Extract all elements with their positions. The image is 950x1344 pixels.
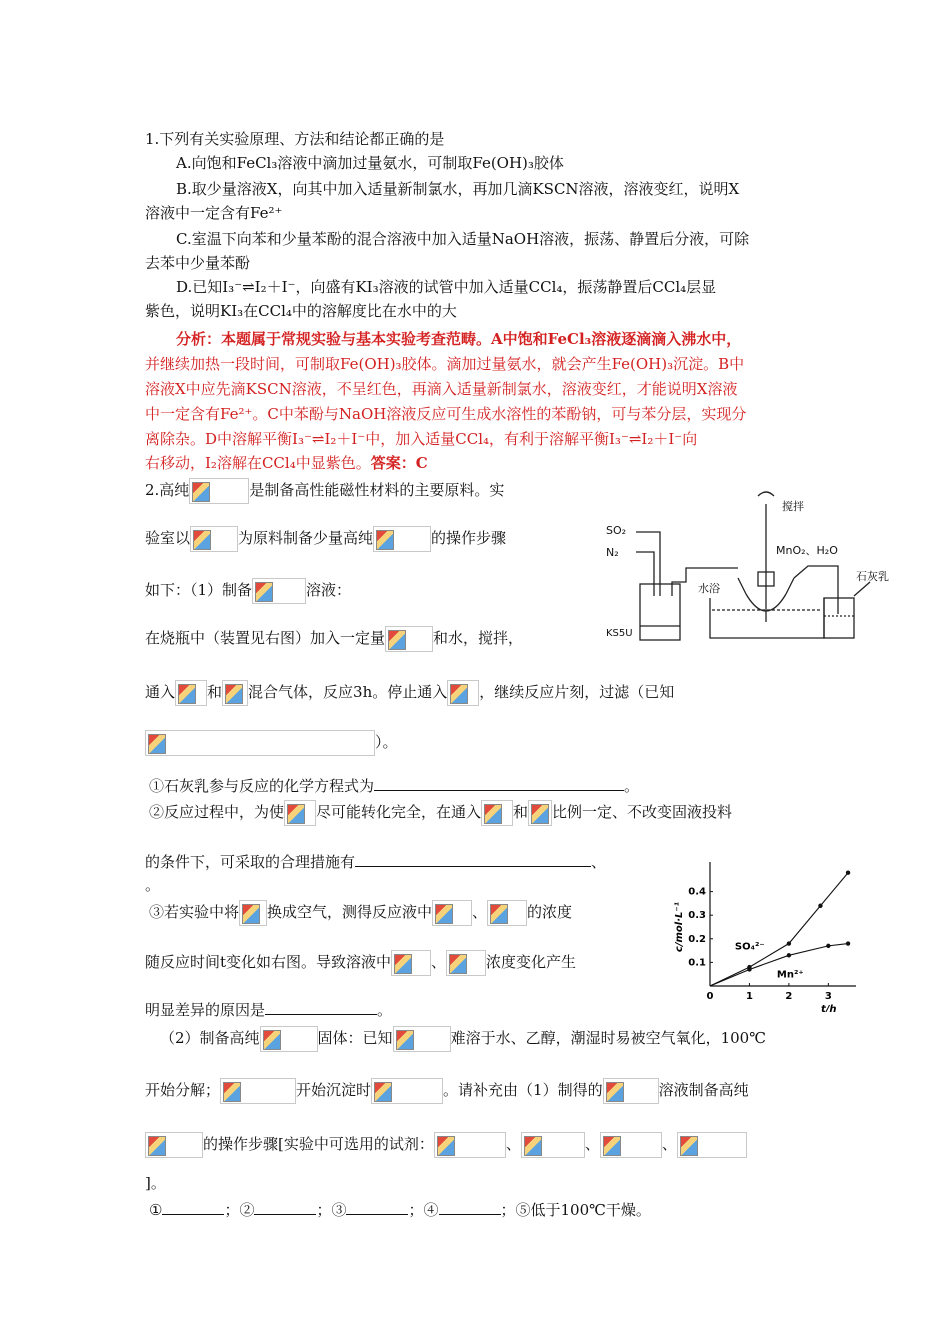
q2-s3h: 明显差异的原因是: [145, 1001, 266, 1019]
q2-s2e: 的条件下，可采取的合理措施有: [145, 853, 356, 871]
formula-image: [434, 1132, 506, 1158]
concentration-chart: [664, 852, 864, 1012]
q2-l2b: 为原料制备少量高纯: [238, 529, 374, 547]
formula-image: [260, 1026, 318, 1052]
formula-image: [528, 800, 552, 826]
q2-sub3-line2: [145, 950, 576, 976]
q1-answer: 答案：C: [370, 454, 428, 472]
q2-p2k: 、: [661, 1135, 677, 1153]
q2-line4: [145, 626, 523, 652]
q2-l5a: 通入: [145, 683, 176, 701]
q2-part2-line3: [145, 1132, 747, 1158]
q2-step4: ；④: [408, 1201, 439, 1219]
formula-image: [393, 1026, 451, 1052]
formula-image: [371, 1078, 443, 1104]
q2-p2d: 开始分解；: [145, 1081, 221, 1099]
q2-l5b: 和: [207, 683, 223, 701]
q2-part2-line4: ]。: [145, 1174, 166, 1192]
q1-analysis-line6: [145, 452, 428, 474]
q2-s1a: ①石灰乳参与反应的化学方程式为: [149, 777, 375, 795]
q2-s3b: 换成空气，测得反应液中: [267, 903, 433, 921]
q2-s2d: 比例一定、不改变固液投料: [552, 803, 733, 821]
q2-p2c: 难溶于水、乙醇，潮湿时易被空气氧化，100℃: [450, 1029, 766, 1047]
q1-option-c-line2: 去苯中少量苯酚: [145, 254, 251, 272]
x-tick-label: 2: [785, 991, 793, 1002]
formula-image: [373, 526, 431, 552]
q2-s3a: ③若实验中将: [149, 903, 240, 921]
q2-step1: ①: [149, 1201, 163, 1219]
formula-image: [600, 1132, 662, 1158]
q2-l4b: 和水，搅拌，: [433, 629, 524, 647]
q1-option-d-line1: D.已知I₃⁻⇌I₂＋I⁻，向盛有KI₃溶液的试管中加入适量CCl₄，振荡静置后CCl₄层显: [176, 278, 717, 296]
q1-option-c-line1: C.室温下向苯和少量苯酚的混合溶液中加入适量NaOH溶液，振荡、静置后分液，可除: [176, 230, 750, 248]
y-tick-label: 0.1: [688, 957, 706, 969]
q2-p2a: （2）制备高纯: [160, 1029, 260, 1047]
formula-image: [603, 1078, 659, 1104]
x-tick-label: 3: [824, 991, 832, 1002]
x-axis-label: t/h: [821, 1004, 837, 1012]
q1-option-b-line2: 溶液中一定含有Fe²⁺: [145, 204, 283, 222]
mno2-label: MnO₂、H₂O: [776, 544, 838, 557]
bath-label: 水浴: [698, 582, 720, 595]
n2-label: N₂: [606, 546, 619, 559]
q2-step5: ；⑤低于100℃干燥。: [500, 1201, 651, 1219]
q2-p2i: 、: [505, 1135, 521, 1153]
q2-step2: ；②: [224, 1201, 255, 1219]
series-label: Mn²⁺: [776, 969, 804, 981]
formula-image: [447, 680, 479, 706]
q1-option-a: A.向饱和FeCl₃溶液中滴加过量氨水，可制取Fe(OH)₃胶体: [176, 154, 564, 172]
q2-sub2-line2: [145, 850, 606, 873]
q2-s2b: 尽可能转化完全，在通入: [316, 803, 482, 821]
data-point: [818, 904, 822, 908]
q2-l1a: 2.高纯: [145, 481, 190, 499]
formula-image: [521, 1132, 585, 1158]
q1-analysis-line3: 溶液X中应先滴KSCN溶液，不呈红色，再滴入适量新制氯水，溶液变红，才能说明X溶液: [145, 380, 738, 398]
q2-l5c: 混合气体，反应3h。停止通入: [248, 683, 448, 701]
q2-line1: [145, 478, 504, 504]
data-point: [787, 941, 791, 945]
q2-p2j: 、: [584, 1135, 600, 1153]
y-tick-label: 0.2: [688, 933, 706, 945]
q2-l2c: 的操作步骤: [431, 529, 507, 547]
q2-l3a: 如下：（1）制备: [145, 581, 253, 599]
apparatus-diagram: [598, 486, 908, 646]
q2-l1b: 是制备高性能磁性材料的主要原料。实: [249, 481, 505, 499]
q2-p2g: 溶液制备高纯: [658, 1081, 749, 1099]
data-point: [846, 941, 850, 945]
formula-image: [252, 578, 306, 604]
q2-line2: [145, 526, 506, 552]
q1-analysis-line1: 分析：本题属于常规实验与基本实验考查范畴。A中饱和FeCl₃溶液逐滴滴入沸水中，: [176, 330, 742, 348]
q2-s2a: ②反应过程中，为使: [149, 803, 285, 821]
q2-l4a: 在烧瓶中（装置见右图）加入一定量: [145, 629, 386, 647]
q2-p2e: 开始沉淀时: [296, 1081, 372, 1099]
lime-label: 石灰乳: [856, 570, 889, 583]
q1-analysis-tail: 右移动，I₂溶解在CCl₄中显紫色。: [145, 454, 371, 472]
formula-image: [145, 1132, 203, 1158]
q2-s3c: 、: [472, 903, 488, 921]
q2-sub2-line3: 。: [145, 876, 161, 894]
q2-line6: [145, 730, 398, 756]
q2-s3i: 。: [377, 1001, 393, 1019]
q2-s3e: 随反应时间t变化如右图。导致溶液中: [145, 953, 392, 971]
q2-p2f: 。请补充由（1）制得的: [443, 1081, 603, 1099]
answer-blank[interactable]: [374, 774, 624, 791]
q1-analysis-line5: 离除杂。D中溶解平衡I₃⁻⇌I₂＋I⁻中，加入适量CCl₄，有利于溶解平衡I₃⁻⇌I₂＋I⁻向: [145, 430, 698, 448]
answer-blank[interactable]: [162, 1198, 224, 1215]
formula-image: [190, 526, 238, 552]
series-label: SO₄²⁻: [734, 941, 765, 953]
data-point: [826, 944, 830, 948]
q2-part2-line2: [145, 1078, 749, 1104]
formula-image: [432, 900, 472, 926]
y-tick-label: 0.4: [688, 886, 706, 898]
q2-p2h: 的操作步骤[实验中可选用的试剂：: [203, 1135, 434, 1153]
answer-blank[interactable]: [265, 998, 377, 1015]
data-point: [747, 967, 751, 971]
y-axis-label: c/mol·L⁻¹: [674, 901, 685, 953]
answer-blank[interactable]: [439, 1198, 501, 1215]
formula-image: [222, 680, 248, 706]
q2-line5: [145, 680, 674, 706]
q1-option-b-line1: B.取少量溶液X，向其中加入适量新制氯水，再加几滴KSCN溶液，溶液变红，说明X: [176, 180, 740, 198]
formula-image: [487, 900, 527, 926]
formula-image: [220, 1078, 296, 1104]
formula-image: [677, 1132, 747, 1158]
stir-label: 搅拌: [782, 500, 804, 513]
y-tick-label: 0.3: [688, 910, 706, 922]
q2-s1b: 。: [624, 777, 640, 795]
answer-blank[interactable]: [254, 1198, 316, 1215]
x-tick-label: 0: [706, 991, 714, 1002]
q2-sub1: [149, 774, 639, 797]
so2-label: SO₂: [606, 524, 627, 537]
q2-part2-line1: [160, 1026, 766, 1052]
x-tick-label: 1: [745, 991, 753, 1002]
q2-l6: ）。: [375, 733, 398, 751]
formula-image: [385, 626, 433, 652]
q1-option-d-line2: 紫色，说明KI₃在CCl₄中的溶解度比在水中的大: [145, 302, 457, 320]
q2-sub2-line1: [149, 800, 732, 826]
formula-image: [175, 680, 207, 706]
q2-s2f: 、: [591, 853, 607, 871]
q2-l3b: 溶液：: [306, 581, 352, 599]
formula-image: [145, 730, 375, 756]
formula-image: [446, 950, 486, 976]
q2-s3g: 浓度变化产生: [486, 953, 577, 971]
q2-sub3-line3: [145, 998, 392, 1021]
q2-l5d: ，继续反应片刻，过滤（已知: [479, 683, 675, 701]
formula-image: [239, 900, 267, 926]
q2-step3: ；③: [316, 1201, 347, 1219]
q2-l2a: 验室以: [145, 529, 191, 547]
q2-sub3-line1: [149, 900, 572, 926]
q2-steps: [149, 1198, 651, 1221]
formula-image: [481, 800, 513, 826]
q2-s2c: 和: [513, 803, 529, 821]
answer-blank[interactable]: [346, 1198, 408, 1215]
q2-p2b: 固体：已知: [317, 1029, 393, 1047]
q2-s3f: 、: [431, 953, 447, 971]
q1-analysis-line4: 中一定含有Fe²⁺。C中苯酚与NaOH溶液反应可生成水溶性的苯酚钠，可与苯分层，实现分: [145, 405, 747, 423]
formula-image: [189, 478, 249, 504]
data-point: [846, 871, 850, 875]
watermark-mark: KS5U: [606, 628, 633, 639]
q1-stem: 1.下列有关实验原理、方法和结论都正确的是: [145, 130, 445, 148]
formula-image: [391, 950, 431, 976]
q1-analysis-line2: 并继续加热一段时间，可制取Fe(OH)₃胶体。滴加过量氨水，就会产生Fe(OH)₃沉淀。B中: [145, 355, 745, 373]
answer-blank[interactable]: [355, 850, 591, 867]
data-point: [787, 953, 791, 957]
q2-s3d: 的浓度: [527, 903, 573, 921]
formula-image: [284, 800, 316, 826]
q2-line3: [145, 578, 351, 604]
